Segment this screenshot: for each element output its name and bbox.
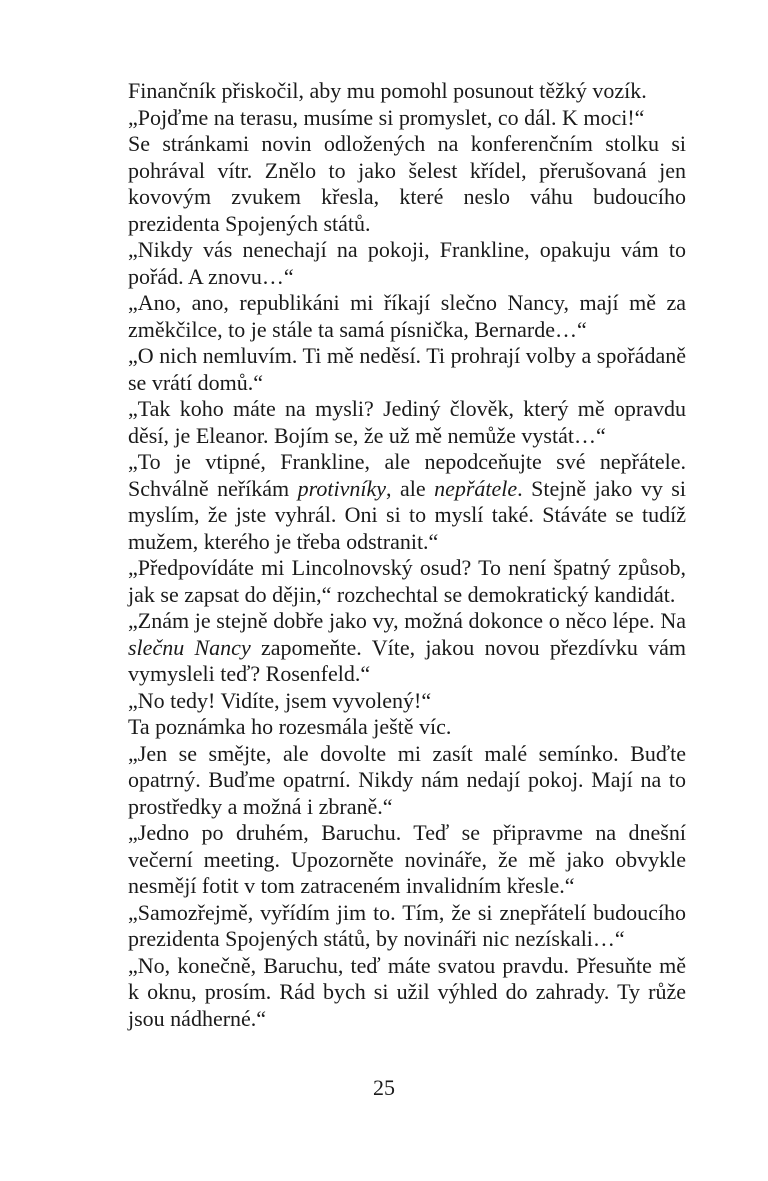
- paragraph-10: [128, 608, 686, 688]
- body-text: [128, 78, 686, 1032]
- paragraph-6: „O nich nemluvím. Ti mě neděsí. Ti prohrají volby a spořádaně se vrátí domů.“: [128, 343, 686, 395]
- paragraph-5: „Ano, ano, republikáni mi říkají slečno Nancy, mají mě za změkčilce, to je stále ta samá písnička, Bernarde…“: [128, 290, 686, 342]
- paragraph-1: Finančník přiskočil, aby mu pomohl posunout těžký vozík.: [128, 78, 647, 103]
- emphasis-protivniky: protivníky: [297, 475, 387, 501]
- paragraph-8-text-c: . Stejně jako vy si myslím, že jste vyhrál. Oni si to myslí také. Stáváte se tudíž mužem, kterého je třeba odstranit.“: [128, 475, 686, 554]
- paragraph-10-text-a: „Znám je stejně dobře jako vy, možná dokonce o něco lépe. Na: [128, 608, 686, 633]
- paragraph-14: „Jedno po druhém, Baruchu. Teď se připravme na dnešní večerní meeting. Upozorněte novináře, že mě jako obvykle nesmějí fotit v tom zatraceném invalidním křesle.“: [128, 820, 686, 898]
- paragraph-4: „Nikdy vás nenechají na pokoji, Frankline, opakuju vám to pořád. A znovu…“: [128, 237, 686, 289]
- paragraph-15: „Samozřejmě, vyřídím jim to. Tím, že si znepřátelí budoucího prezidenta Spojených států, by novináři nic nezískali…“: [128, 899, 686, 951]
- paragraph-16: „No, konečně, Baruchu, teď máte svatou pravdu. Přesuňte mě k oknu, prosím. Rád bych si užil výhled do zahrady. Ty růže jsou nádherné.“: [128, 952, 686, 1031]
- paragraph-2: „Pojďme na terasu, musíme si promyslet, co dál. K moci!“: [128, 104, 645, 130]
- paragraph-12: Ta poznámka ho rozesmála ještě víc.: [128, 714, 452, 739]
- paragraph-8-text-a: „To je vtipné, Frankline, ale nepodceňujte své nepřátele. Schválně neříkám: [128, 449, 686, 501]
- paragraph-8-text-b: , ale: [386, 475, 435, 501]
- paragraph-10-text-b: zapomeňte. Víte, jakou novou přezdívku vám vymysleli teď? Rosenfeld.“: [128, 634, 687, 686]
- paragraph-9: „Předpovídáte mi Lincolnovský osud? To není špatný způsob, jak se zapsat do dějin,“ rozchechtal se demokratický kandidát.: [128, 555, 686, 607]
- page-number: 25: [373, 1075, 395, 1100]
- emphasis-nepratele: nepřátele: [434, 475, 518, 501]
- paragraph-3: Se stránkami novin odložených na konferenčním stolku si pohrával vítr. Znělo to jako šelest křídel, přerušovaná jen kovovým zvukem křesla, které neslo váhu budoucího prezidenta Spojených států.: [128, 131, 686, 236]
- paragraph-11: „No tedy! Vidíte, jsem vyvolený!“: [128, 687, 432, 713]
- paragraph-13: „Jen se smějte, ale dovolte mi zasít malé semínko. Buďte opatrný. Buďme opatrní. Nikdy nám nedají pokoj. Mají na to prostředky a možná i zbraně.“: [128, 740, 686, 819]
- paragraph-8: [128, 449, 686, 555]
- paragraph-7: „Tak koho máte na mysli? Jediný člověk, který mě opravdu děsí, je Eleanor. Bojím se, že už mě nemůže vystát…“: [128, 396, 686, 448]
- emphasis-slecnu-nancy: slečnu Nancy: [128, 634, 251, 660]
